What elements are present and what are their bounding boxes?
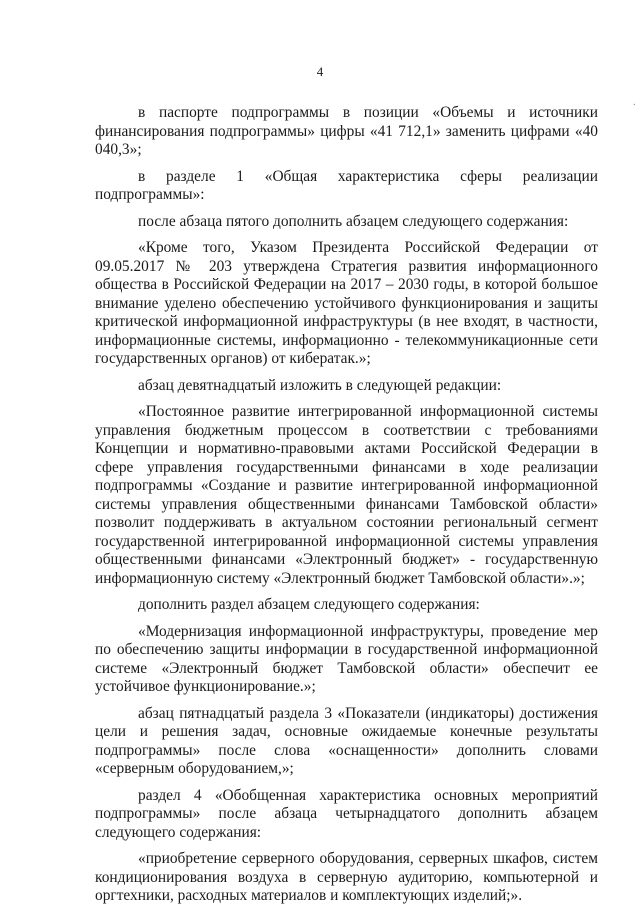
paragraph-decree-quote: «Кроме того, Указом Президента Российской Федерации от 09.05.2017 № 203 утверждена Стратегия развития информационного общества в Российской Федерации на 2017 – 2030 годы, в которой большое внимание уделено обеспечению устойчивого функционирования и защиты критической информационной инфраструктуры (в нее входят, в частности, информационные системы, информационно - телекоммуникационные сети государственных органов) от кибератак.»; bbox=[95, 239, 598, 367]
paragraph-equipment-quote: «приобретение серверного оборудования, серверных шкафов, систем кондиционирования воздуха в серверную аудиторию, компьютерной и оргтехники, расходных материалов и комплектующих изделий;». bbox=[95, 850, 598, 904]
paragraph-nineteenth: абзац девятнадцатый изложить в следующей редакции: bbox=[138, 376, 502, 394]
paragraph-add-section: дополнить раздел абзацем следующего содержания: bbox=[138, 596, 480, 613]
paragraph-after-fifth: после абзаца пятого дополнить абзацем следующего содержания: bbox=[138, 212, 569, 230]
paragraph-section-4-change: раздел 4 «Обобщенная характеристика основных мероприятий подпрограммы» после абзаца четырнадцатого дополнить абзацем следующего содержания: bbox=[95, 786, 598, 841]
paragraph-passport-change: в паспорте подпрограммы в позиции «Объемы и источники финансирования подпрограммы» цифры «41 712,1» заменить цифрами «40 040,3»; bbox=[95, 104, 598, 158]
page-number: 4 bbox=[316, 64, 324, 79]
paragraph-section-3-change: абзац пятнадцатый раздела 3 «Показатели (индикаторы) достижения цели и решения задач, основные ожидаемые конечные результаты подпрограммы» после слова «оснащенности» дополнить словами «серверным оборудованием,»; bbox=[95, 704, 598, 777]
paragraph-modernization-quote: «Модернизация информационной инфраструктуры, проведение мер по обеспечению защиты информации в государственной информационной системе «Электронный бюджет Тамбовской области» обеспечит ее устойчивое функционирование.»; bbox=[95, 622, 598, 695]
document-body bbox=[95, 104, 598, 914]
paragraph-section-1-heading: в разделе 1 «Общая характеристика сферы реализации подпрограммы»: bbox=[95, 167, 598, 203]
edge-mark: · bbox=[632, 100, 636, 111]
paragraph-development-quote: «Постоянное развитие интегрированной информационной системы управления бюджетным процессом в соответствии с требованиями Концепции и нормативно-правовыми актами Российской Федерации в сфере управления государственными финансами в ходе реализации подпрограммы «Создание и развитие интегрированной информационной системы управления общественными финансами Тамбовской области» позволит поддерживать в актуальном состоянии региональный сегмент государственной интегрированной информационной системы управления общественными финансами «Электронный бюджет» - государственную информационную систему «Электронный бюджет Тамбовской области».»; bbox=[95, 403, 598, 587]
